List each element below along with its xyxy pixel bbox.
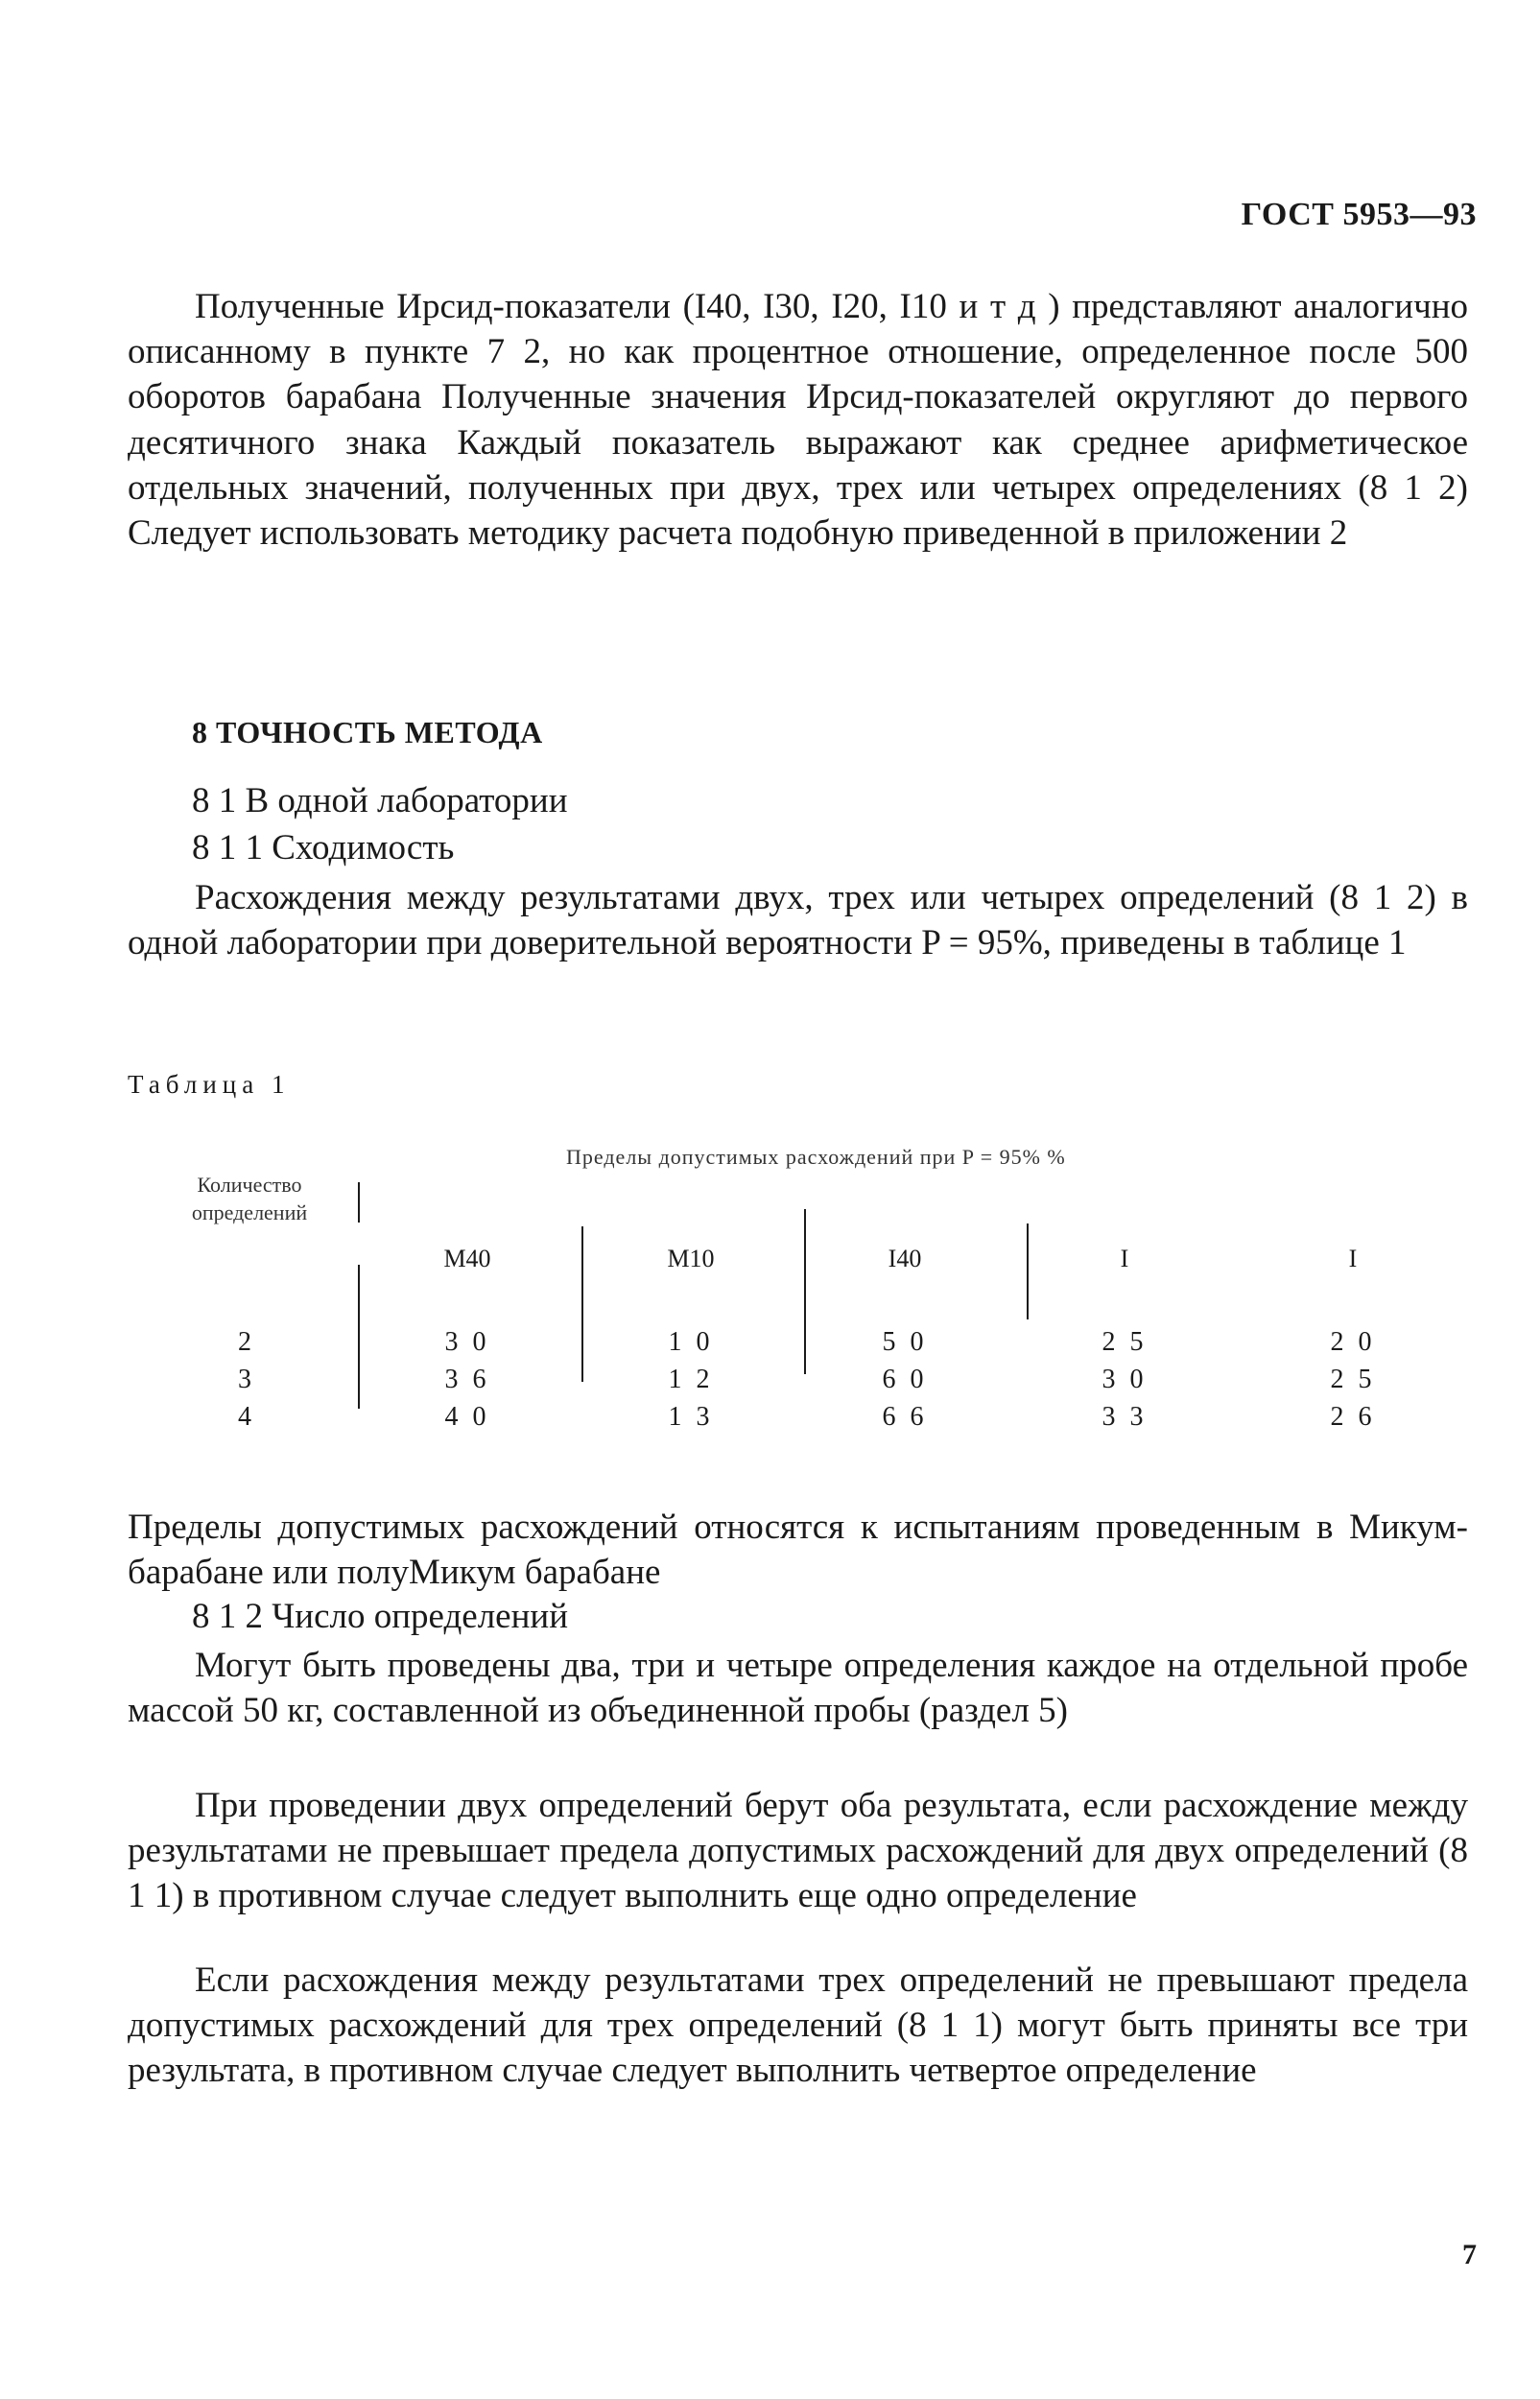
table-divider <box>358 1265 360 1409</box>
table-cell: 2 5 <box>1102 1327 1148 1357</box>
table-cell: 4 0 <box>444 1402 490 1432</box>
column-header-m10: M10 <box>667 1245 715 1272</box>
paragraph-limits-note: Пределы допустимых расхождений относятся к испытаниям проведенным в Микум-барабане или полуМикум барабане <box>128 1508 1468 1593</box>
paragraph-two-determinations: При проведении двух определений берут оба результата, если расхождение между результатами не превышает предела допустимых расхождений для двух определений (8 1 1) в противном случае следует выполнить еще одно определение <box>128 1786 1468 1916</box>
table-divider <box>358 1182 360 1223</box>
table-cell: 3 0 <box>1102 1365 1148 1394</box>
page-number: 7 <box>1462 2239 1477 2270</box>
section-heading: 8 ТОЧНОСТЬ МЕТОДА <box>192 715 543 749</box>
table-cell: 6 0 <box>882 1365 928 1394</box>
table-cell: 2 0 <box>1330 1327 1376 1357</box>
row-count: 2 <box>238 1327 255 1357</box>
table-caption: Таблица 1 <box>128 1070 291 1099</box>
table-divider <box>581 1226 583 1382</box>
paragraph-determinations: Могут быть проведены два, три и четыре определения каждое на отдельной пробе массой 50 кг, составленной из объединенной пробы (раздел 5) <box>128 1646 1468 1731</box>
table-cell: 1 3 <box>668 1402 714 1432</box>
table-cell: 6 6 <box>882 1402 928 1432</box>
table-cell: 1 0 <box>668 1327 714 1357</box>
table-group-header: Пределы допустимых расхождений при P = 95% % <box>566 1145 1066 1169</box>
table-divider <box>1027 1223 1029 1319</box>
table-cell: 2 6 <box>1330 1402 1376 1432</box>
table-divider <box>804 1209 806 1374</box>
paragraph-three-determinations: Если расхождения между результатами трех определений не превышают предела допустимых расхождений для трех определений (8 1 1) могут быть приняты все три результата, в противном случае следует выполнить четвертое определение <box>128 1960 1468 2091</box>
table-cell: 1 2 <box>668 1365 714 1394</box>
column-header-m40: M40 <box>443 1245 491 1272</box>
subsection-repeatability: 8 1 1 Сходимость <box>192 828 455 867</box>
subsection-number-of-determinations: 8 1 2 Число определений <box>192 1597 569 1636</box>
table-cell: 3 3 <box>1102 1402 1148 1432</box>
paragraph-irsid-indicators: Полученные Ирсид-показатели (I40, I30, I20, I10 и т д ) представляют аналогично описанному в пункте 7 2, но как процентное отношение, определенное после 500 оборотов барабана Полученные значения Ирсид-показателей округляют до первого десятичного знака Каждый показатель выражают как среднее арифметическое отдельных значений, полученных при двух, трех или четырех определениях (8 1 2) Следует использовать методику расчета подобную приведенной в приложении 2 <box>128 287 1468 554</box>
row-count: 3 <box>238 1365 255 1394</box>
table-cell: 2 5 <box>1330 1365 1376 1394</box>
table-row-header: Количество определений <box>191 1173 308 1224</box>
table-cell: 5 0 <box>882 1327 928 1357</box>
table-cell: 3 6 <box>444 1365 490 1394</box>
column-header-i: I <box>1348 1245 1358 1272</box>
row-count: 4 <box>238 1402 255 1432</box>
table-cell: 3 0 <box>444 1327 490 1357</box>
subsection-lab: 8 1 В одной лаборатории <box>192 781 568 820</box>
column-header-i40: I40 <box>888 1245 922 1272</box>
paragraph-discrepancies: Расхождения между результатами двух, трех или четырех определений (8 1 2) в одной лаборатории при доверительной вероятности P = 95%, приведены в таблице 1 <box>128 878 1468 963</box>
column-header-i: I <box>1120 1245 1129 1272</box>
document-code: ГОСТ 5953—93 <box>1241 197 1477 232</box>
